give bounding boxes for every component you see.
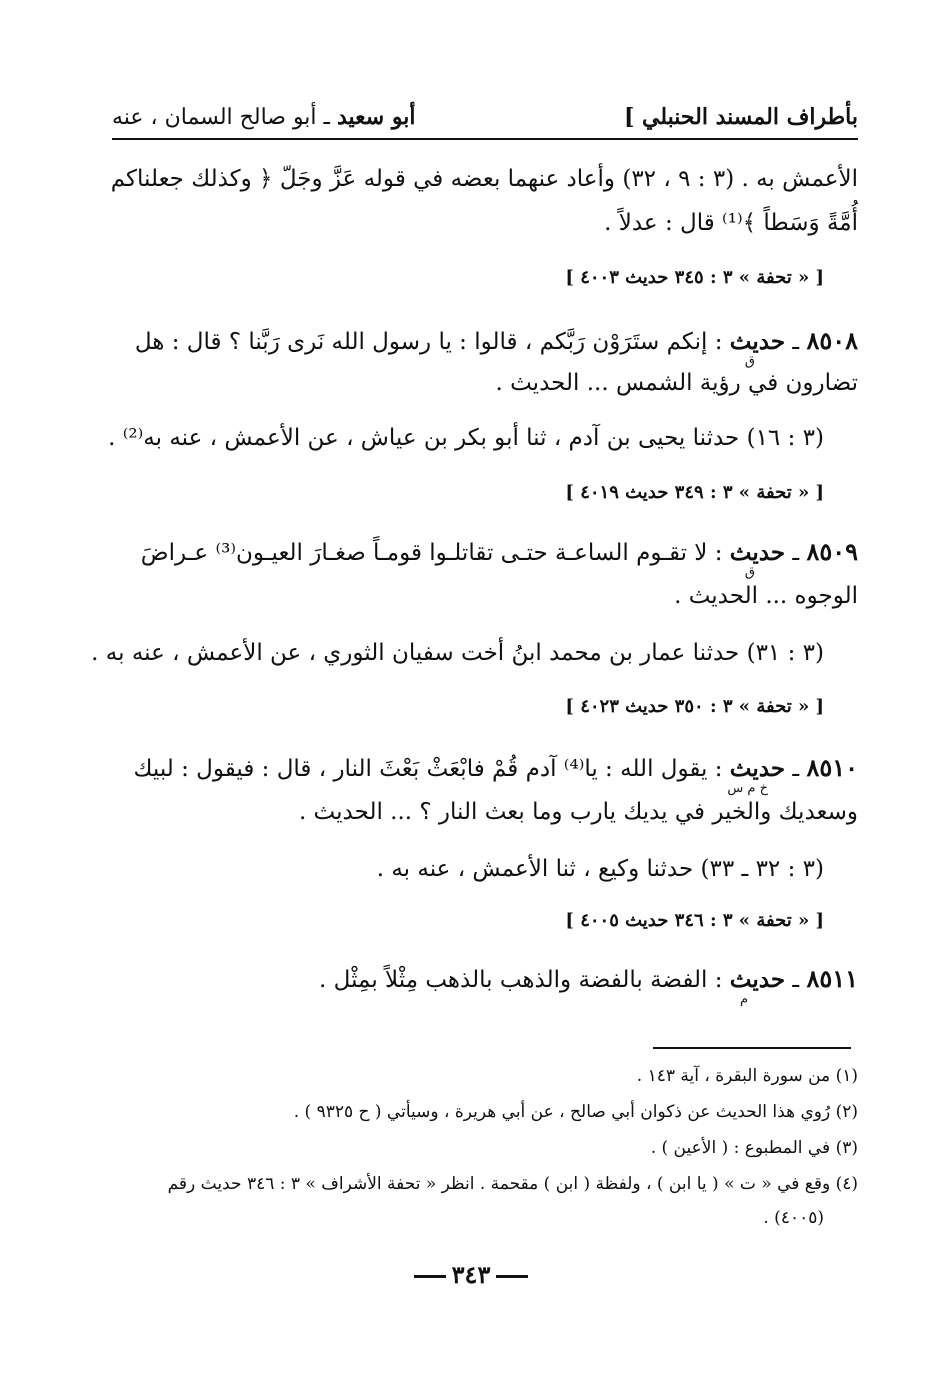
header-chapter-bold: أبو سعيد <box>336 104 416 130</box>
hadith-8508-isnad: (٣ : ١٦) حدثنا يحيى بن آدم ، ثنا أبو بكر بن عياش ، عن الأعمش ، عنه به⁽²⁾ . <box>108 425 824 451</box>
footnote-4-line-2: (٤٠٠٥) . <box>763 1208 824 1228</box>
header-chapter-rest: ـ أبو صالح السمان ، عنه <box>112 105 337 130</box>
hadith-8510-isnad: (٣ : ٣٢ ـ ٣٣) حدثنا وكيع ، ثنا الأعمش ، عنه به . <box>376 856 824 882</box>
footnote-rule <box>653 1047 851 1049</box>
hadith-text: : إنكم ستَرَوْن رَبَّكم ، قالوا : يا رسول الله نَرى رَبَّنا ؟ قال : هل <box>134 329 730 355</box>
header-book-title: بأطراف المسند الحنبلي ] <box>623 104 858 130</box>
hadith-text: : الفضة بالفضة والذهب بالذهب مِثْلاً بمِثْل . <box>319 967 730 993</box>
hadith-label: حديث <box>729 328 786 355</box>
hadith-8509-line-2: الوجوه ... الحديث . <box>674 583 858 609</box>
hadith-number: ٨٥١١ <box>806 964 858 993</box>
cont-line-1: الأعمش به . (٣ : ٩ ، ٣٢) وأعاد عنهما بعضه في قوله عَزَّ وجَلّ ﴿ وكذلك جعلناكم <box>110 166 858 192</box>
source-symbol: ق <box>744 565 755 580</box>
header-rule <box>112 138 858 140</box>
page-number-dash <box>496 1275 528 1278</box>
hadith-text: : يقول الله : يا⁽⁴⁾ آدم قُمْ فابْعَثْ بَعْثَ النار ، قال : فيقول : لبيك <box>133 756 730 782</box>
cont-line-2: أُمَّةً وَسَطاً ﴾⁽¹⁾ قال : عدلاً . <box>604 210 858 236</box>
footnote-3: (٣) في المطبوع : ( الأعين ) . <box>650 1138 858 1158</box>
hadith-8510-line-2: وسعديك والخير في يديك يارب وما بعث النار ؟ ... الحديث . <box>298 799 858 825</box>
hadith-number: ٨٥٠٩ <box>806 537 858 566</box>
footnote-2: (٢) رُوي هذا الحديث عن ذكوان أبي صالح ، عن أبي هريرة ، وسيأتي ( ح ٩٣٢٥ ) . <box>293 1102 858 1122</box>
footnote-4-line-1: (٤) وقع في « ت » ( يا ابن ) ، ولفظة ( ابن ) مقحمة . انظر « تحفة الأشراف » ٣ : ٣٤٦ حديث رقم <box>167 1174 858 1194</box>
page-number-dash <box>414 1275 446 1278</box>
hadith-8511-line-1: ٨٥١١ ـ حديث : الفضة بالفضة والذهب بالذهب مِثْلاً بمِثْل . <box>319 964 858 993</box>
footnote-1: (١) من سورة البقرة ، آية ١٤٣ . <box>636 1066 858 1086</box>
hadith-8508-tuhfa-ref: [ « تحفة » ٣ : ٣٤٩ حديث ٤٠١٩ ] <box>565 482 824 503</box>
header-chapter <box>112 104 415 130</box>
hadith-8510-tuhfa-ref: [ « تحفة » ٣ : ٣٤٦ حديث ٤٠٠٥ ] <box>565 910 824 931</box>
hadith-8508-line-1: ٨٥٠٨ ـ حديث : إنكم ستَرَوْن رَبَّكم ، قالوا : يا رسول الله نَرى رَبَّنا ؟ قال : هل <box>134 326 858 355</box>
page-number <box>0 1260 942 1289</box>
cont-tuhfa-ref: [ « تحفة » ٣ : ٣٤٥ حديث ٤٠٠٣ ] <box>565 267 824 288</box>
hadith-label: حديث <box>729 966 786 993</box>
hadith-number: ٨٥٠٨ <box>806 326 858 355</box>
hadith-8510-line-1: ٨٥١٠ ـ حديث : يقول الله : يا⁽⁴⁾ آدم قُمْ فابْعَثْ بَعْثَ النار ، قال : فيقول : لبيك <box>133 753 858 782</box>
source-symbol: م <box>739 992 748 1007</box>
hadith-8509-isnad: (٣ : ٣١) حدثنا عمار بن محمد ابنُ أخت سفيان الثوري ، عن الأعمش ، عنه به . <box>91 640 824 666</box>
hadith-label: حديث <box>729 755 786 782</box>
hadith-8509-tuhfa-ref: [ « تحفة » ٣ : ٣٥٠ حديث ٤٠٢٣ ] <box>565 696 824 717</box>
hadith-label: حديث <box>729 539 786 566</box>
hadith-number: ٨٥١٠ <box>806 753 858 782</box>
page-number-value: ٣٤٣ <box>451 1260 491 1289</box>
source-symbol: خ م س <box>727 781 768 796</box>
running-header <box>112 96 858 136</box>
hadith-8509-line-1: ٨٥٠٩ ـ حديث : لا تقـوم الساعـة حتـى تقاتلـوا قومـاً صغـارَ العيـون⁽³⁾ عـراضَ <box>140 537 858 566</box>
hadith-8508-line-2: تضارون في رؤية الشمس ... الحديث . <box>495 370 858 396</box>
source-symbol: ق <box>744 354 755 369</box>
hadith-text: : لا تقـوم الساعـة حتـى تقاتلـوا قومـاً صغـارَ العيـون⁽³⁾ عـراضَ <box>140 540 730 566</box>
